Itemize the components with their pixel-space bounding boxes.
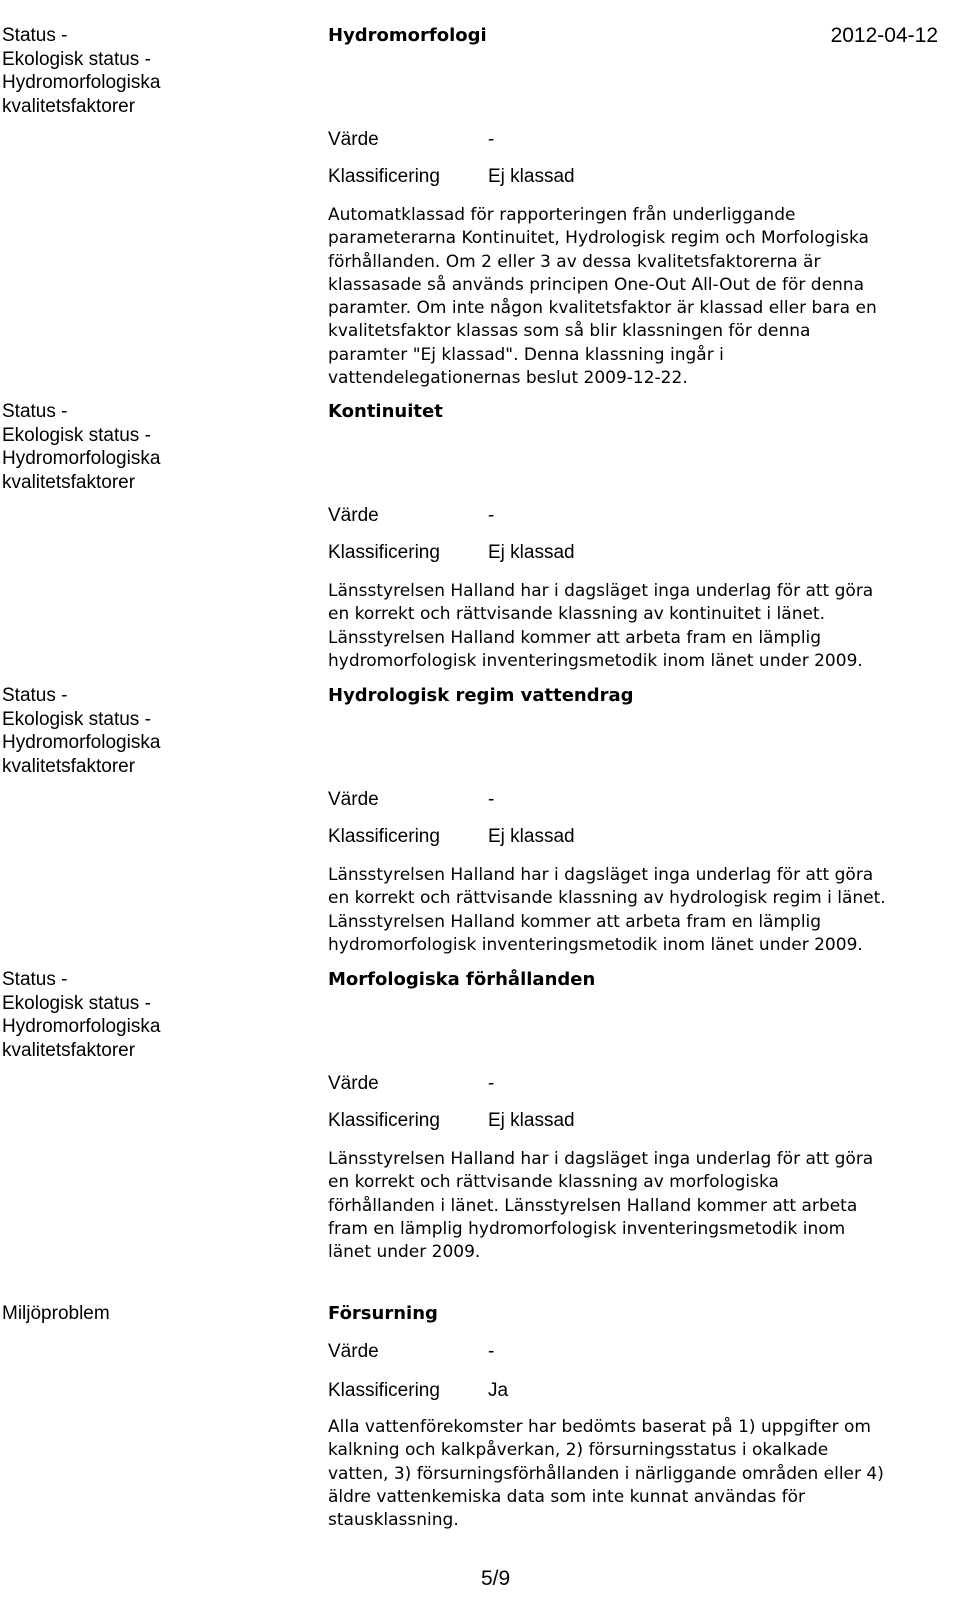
section-kontinuitet xyxy=(0,400,960,670)
classification-value: Ej klassad xyxy=(488,542,575,563)
section-heading: Hydrologisk regim vattendrag xyxy=(328,685,634,706)
section-heading: Kontinuitet xyxy=(328,401,443,422)
section-category-label: Status - Ekologisk status - Hydromorfologiska kvalitetsfaktorer xyxy=(2,401,161,493)
value-row xyxy=(328,1072,494,1095)
value-row xyxy=(328,128,494,151)
value-label: Värde xyxy=(328,1073,379,1094)
value-text: - xyxy=(488,1341,495,1362)
classification-value: Ej klassad xyxy=(488,166,575,187)
section-morfologiska-forhallanden xyxy=(0,968,960,1268)
section-description: Automatklassad för rapporteringen från underliggande parameterarna Kontinuitet, Hydrologisk regim och Morfologiska förhållanden. Om 2 eller 3 av dessa kvalitetsfaktorerna är klassasade så används principen One-Out All-Out de för denna paramter. Om inte någon kvalitetsfaktor är klassad eller bara en kvalitetsfaktor klassas som så blir klassningen för denna paramter "Ej klassad". Denna klassning ingår i vattendelegationernas beslut 2009-12-22. xyxy=(328,205,877,389)
section-forsurning xyxy=(0,1302,960,1542)
classification-row xyxy=(328,825,575,848)
section-hydromorfologi xyxy=(0,24,960,389)
value-text: - xyxy=(488,789,495,810)
classification-value: Ja xyxy=(488,1380,509,1401)
value-text: - xyxy=(488,505,495,526)
section-heading: Hydromorfologi xyxy=(328,25,487,46)
classification-label: Klassificering xyxy=(328,166,440,187)
section-category-label: Status - Ekologisk status - Hydromorfologiska kvalitetsfaktorer xyxy=(2,25,161,117)
section-category-label: Status - Ekologisk status - Hydromorfologiska kvalitetsfaktorer xyxy=(2,685,161,777)
section-description: Länsstyrelsen Halland har i dagsläget inga underlag för att göra en korrekt och rättvisande klassning av kontinuitet i länet. Länsstyrelsen Halland kommer att arbeta fram en lämplig hydromorfologisk inventeringsmetodik inom länet under 2009. xyxy=(328,581,874,671)
document-date: 2012-04-12 xyxy=(830,24,938,47)
value-label: Värde xyxy=(328,129,379,150)
value-row xyxy=(328,504,494,527)
value-text: - xyxy=(488,129,495,150)
section-heading: Försurning xyxy=(328,1303,438,1324)
classification-label: Klassificering xyxy=(328,542,440,563)
value-label: Värde xyxy=(328,505,379,526)
section-category-label: Status - Ekologisk status - Hydromorfologiska kvalitetsfaktorer xyxy=(2,969,161,1061)
section-heading: Morfologiska förhållanden xyxy=(328,969,596,990)
classification-row xyxy=(328,1379,508,1402)
classification-row xyxy=(328,1109,575,1132)
value-label: Värde xyxy=(328,789,379,810)
section-hydrologisk-regim xyxy=(0,684,960,954)
page-number: 5/9 xyxy=(481,1567,511,1590)
classification-row xyxy=(328,541,575,564)
classification-row xyxy=(328,165,575,188)
section-category-label: Miljöproblem xyxy=(2,1303,110,1324)
value-label: Värde xyxy=(328,1341,379,1362)
classification-value: Ej klassad xyxy=(488,826,575,847)
section-description: Länsstyrelsen Halland har i dagsläget inga underlag för att göra en korrekt och rättvisande klassning av morfologiska förhållanden i länet. Länsstyrelsen Halland kommer att arbeta fram en lämplig hydromorfologisk inventeringsmetodik inom länet under 2009. xyxy=(328,1149,874,1263)
classification-label: Klassificering xyxy=(328,826,440,847)
classification-value: Ej klassad xyxy=(488,1110,575,1131)
classification-label: Klassificering xyxy=(328,1110,440,1131)
classification-label: Klassificering xyxy=(328,1380,440,1401)
value-text: - xyxy=(488,1073,495,1094)
value-row xyxy=(328,788,494,811)
value-row xyxy=(328,1340,494,1363)
section-description: Länsstyrelsen Halland har i dagsläget inga underlag för att göra en korrekt och rättvisande klassning av hydrologisk regim i länet. Länsstyrelsen Halland kommer att arbeta fram en lämplig hydromorfologisk inventeringsmetodik inom länet under 2009. xyxy=(328,865,886,955)
section-description: Alla vattenförekomster har bedömts baserat på 1) uppgifter om kalkning och kalkpåverkan, 2) försurningsstatus i okalkade vatten, 3) försurningsförhållanden i närliggande områden eller 4) äldre vattenkemiska data som inte kunnat användas för stausklassning. xyxy=(328,1417,884,1531)
